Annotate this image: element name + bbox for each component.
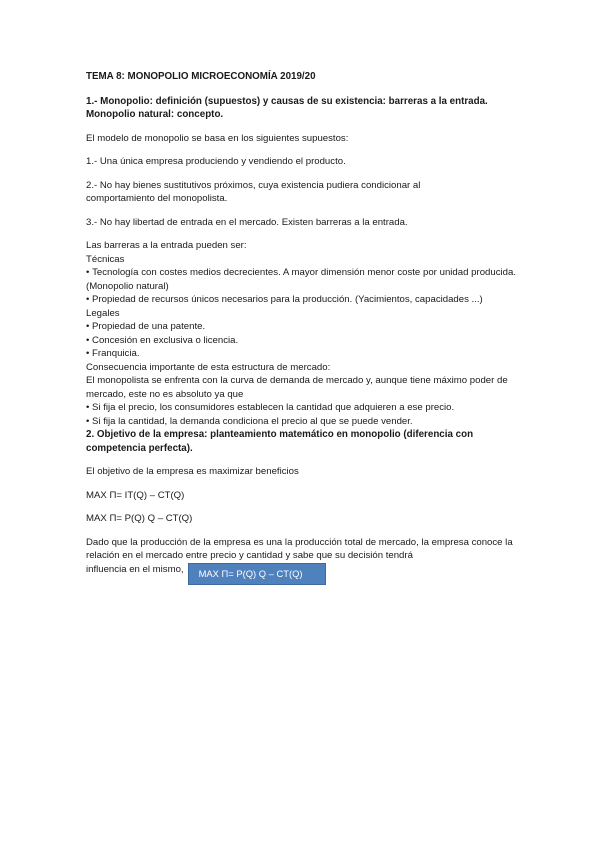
formula-1: MAX Π= IT(Q) – CT(Q)	[86, 489, 185, 501]
consequence-item: • Si fija la cantidad, la demanda condiciona el precio al que se puede vender.	[86, 415, 516, 429]
consequence-item: • Si fija el precio, los consumidores establecen la cantidad que adquieren a ese precio.	[86, 401, 516, 415]
closing-last-line	[86, 563, 516, 585]
formula-box: MAX Π= P(Q) Q – CT(Q)	[188, 563, 326, 585]
barrier-legal-item: • Concesión en exclusiva o licencia.	[86, 334, 516, 348]
section-2-heading-line2: competencia perfecta).	[86, 442, 193, 454]
assumption-1: 1.- Una única empresa produciendo y vendiendo el producto.	[86, 156, 346, 167]
barrier-legal-item: • Propiedad de una patente.	[86, 320, 516, 334]
section-2-heading-line1: 2. Objetivo de la empresa: planteamiento matemático en monopolio (diferencia con	[86, 429, 474, 440]
document-page	[86, 70, 516, 585]
assumption-3: 3.- No hay libertad de entrada en el mercado. Existen barreras a la entrada.	[86, 216, 408, 228]
barrier-legal-item: • Franquicia.	[86, 347, 516, 361]
barriers-intro: Las barreras a la entrada pueden ser:	[86, 240, 247, 251]
section-1-heading-line1: 1.- Monopolio: definición (supuestos) y causas de su existencia: barreras a la entrada.	[86, 95, 488, 107]
barriers-technical-label: Técnicas	[86, 253, 125, 265]
barrier-technical-item: • Tecnología con costes medios decrecientes. A mayor dimensión menor coste por unidad producida. (Monopolio natural)	[86, 266, 516, 293]
closing-last-text: influencia en el mismo,	[86, 563, 184, 575]
section-1-heading-line2: Monopolio natural: concepto.	[86, 109, 224, 120]
assumption-2: 2.- No hay bienes sustitutivos próximos, cuya existencia pudiera condicionar al comportamiento del monopolista.	[86, 179, 421, 204]
formula-2: MAX Π= P(Q) Q – CT(Q)	[86, 513, 193, 524]
barriers-legal-label: Legales	[86, 307, 120, 319]
intro-paragraph: El modelo de monopolio se basa en los siguientes supuestos:	[86, 132, 349, 144]
section-1-heading	[86, 95, 516, 122]
barrier-technical-item: • Propiedad de recursos únicos necesarios para la producción. (Yacimientos, capacidades ...)	[86, 293, 516, 307]
closing-text: Dado que la producción de la empresa es una la producción total de mercado, la empresa conoce la relación en el mercado entre precio y cantidad y sabe que su decisión tendrá	[86, 536, 513, 561]
section-2-heading	[86, 428, 516, 455]
consequence-heading: Consecuencia importante de esta estructura de mercado:	[86, 361, 331, 373]
objective-text: El objetivo de la empresa es maximizar beneficios	[86, 466, 299, 477]
consequence-text: El monopolista se enfrenta con la curva de demanda de mercado y, aunque tiene máximo poder de mercado, este no es absoluto ya que	[86, 375, 508, 400]
document-title: TEMA 8: MONOPOLIO MICROECONOMÍA 2019/20	[86, 71, 316, 82]
